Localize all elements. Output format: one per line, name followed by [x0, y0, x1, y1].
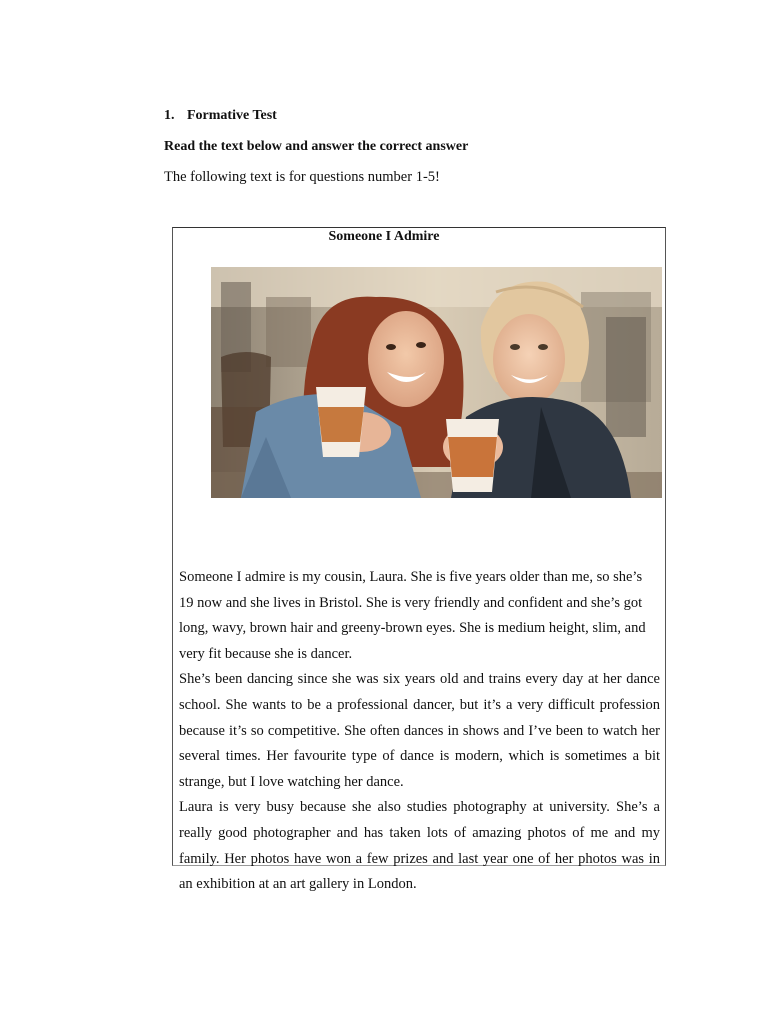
section-title: Formative Test — [187, 108, 277, 123]
reading-paragraph-2: She’s been dancing since she was six years old and trains every day at her dance school. She wants to be a professional dancer, but it’s a very difficult profession because it’s so competitive. She often dances in shows and I’ve been to watch her several times. Her favourite type of dance is modern, which is sometimes a bit strange, but I love watching her dance. — [179, 671, 660, 790]
instruction-text: Read the text below and answer the correct answer — [164, 139, 469, 154]
reading-title: Someone I Admire — [328, 229, 440, 244]
section-heading — [164, 108, 277, 124]
photo-two-women-with-drinks — [211, 267, 662, 498]
reading-paragraph-3: Laura is very busy because she also studies photography at university. She’s a really good photographer and has taken lots of amazing photos of me and my family. Her photos have won a few prizes and last year one of her photos was in an exhibition at an art gallery in London. — [179, 799, 660, 893]
reading-paragraph-1: Someone I admire is my cousin, Laura. She is five years older than me, so she’s 19 now and she lives in Bristol. She is very friendly and confident and she’s got long, wavy, brown hair and greeny-brown eyes. She is medium height, slim, and very fit because she is dancer. — [179, 569, 646, 662]
section-number: 1. — [164, 108, 175, 123]
reading-body — [179, 565, 660, 898]
question-note: The following text is for questions number 1-5! — [164, 169, 440, 185]
